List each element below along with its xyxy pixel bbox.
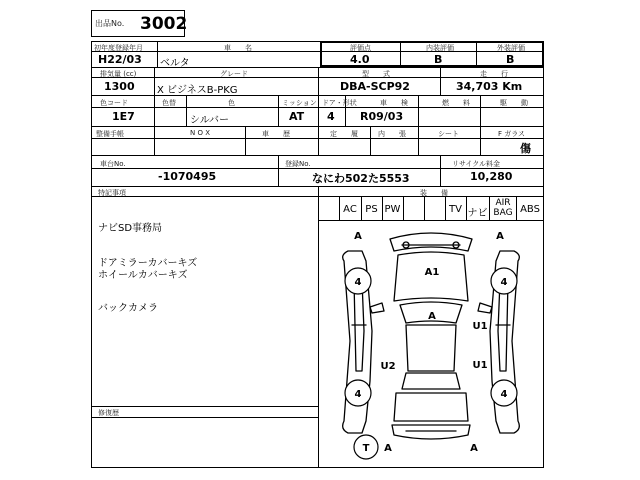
mission-label: ミッション	[282, 99, 317, 107]
cc-value: 1300	[104, 80, 135, 93]
mark-rear-left: A	[384, 443, 392, 454]
fuel-label: 燃 料	[442, 99, 470, 107]
glass-label: F ガラス	[498, 130, 526, 138]
seat-label: シート	[438, 130, 459, 138]
glass-value: 傷	[520, 142, 531, 155]
mark-wheel-fl: 4	[354, 277, 362, 288]
inspection-value: R09/03	[360, 110, 404, 123]
mission-value: AT	[289, 110, 305, 123]
mark-right-front-door: U1	[472, 321, 488, 332]
lot-number: 3002	[140, 14, 188, 34]
exterior-grade-value: B	[506, 53, 515, 66]
manual-label: 整備手帳	[96, 130, 124, 138]
grade-value: X ビジネスB-PKG	[157, 85, 238, 96]
car-damage-diagram	[318, 221, 544, 468]
model-value: ベルタ	[160, 58, 190, 69]
reg-value: H22/03	[98, 53, 142, 66]
door-label: ドア・形状	[322, 99, 357, 107]
mark-wheel-fr: 4	[500, 277, 508, 288]
lot-label: 出品No.	[95, 19, 125, 28]
grade-label: グレード	[220, 70, 248, 78]
equipment-pw: PW	[384, 204, 401, 215]
notes-label: 特記事項	[98, 189, 126, 197]
color-label: 色	[228, 99, 235, 107]
recycle-value: 10,280	[470, 170, 513, 183]
note-line: ドアミラーカバーキズ	[98, 258, 198, 269]
color-value: シルバー	[190, 115, 230, 126]
reg-label: 初年度登録年月	[94, 44, 143, 52]
mark-roof: A	[428, 311, 436, 322]
plate-label: 登録No.	[285, 160, 311, 168]
mark-hood: A1	[424, 267, 440, 278]
mileage-value: 34,703 Km	[456, 80, 523, 93]
repair-label: 修復歴	[98, 409, 119, 417]
mark-left-rear: U2	[380, 361, 396, 372]
note-line: バックカメラ	[98, 303, 158, 314]
mark-rear-right: A	[470, 443, 478, 454]
history-label: 車 歴	[262, 130, 290, 138]
cc-label: 排気量 (cc)	[100, 70, 137, 78]
note-line: ホイールカバーキズ	[98, 270, 188, 281]
mark-front-left: A	[354, 231, 362, 242]
score-value: 4.0	[350, 53, 370, 66]
model-label: 車 名	[224, 44, 252, 52]
type-value: DBA-SCP92	[340, 80, 410, 93]
interior-trim-label: 内 張	[378, 130, 406, 138]
interior-grade-value: B	[434, 53, 443, 66]
recall-label: 定 履	[330, 130, 358, 138]
color-code-value: 1E7	[112, 110, 135, 123]
recycle-label: リサイクル料金	[452, 160, 501, 168]
chassis-label: 車台No.	[100, 160, 126, 168]
exterior-grade-label: 外装評価	[497, 44, 525, 52]
mark-wheel-rr: 4	[500, 389, 508, 400]
equipment-abs: ABS	[520, 204, 540, 215]
mileage-label: 走 行	[480, 70, 508, 78]
lot-number-box	[91, 10, 188, 37]
equipment-navi: ナビ	[467, 208, 488, 219]
color-code-label: 色コード	[100, 99, 128, 107]
equipment-ps: PS	[365, 204, 378, 215]
nox-label: N O X	[190, 129, 210, 137]
chassis-value: -1070495	[158, 170, 217, 183]
interior-grade-label: 内装評価	[426, 44, 454, 52]
mark-tire-badge: T	[362, 443, 370, 454]
inspection-label: 車 検	[380, 99, 408, 107]
score-label: 評価点	[350, 44, 371, 52]
equipment-airbag: AIR BAG	[493, 198, 513, 218]
color-change-label: 色替	[162, 99, 176, 107]
equipment-label: 装 備	[420, 189, 448, 197]
drive-label: 駆 動	[500, 99, 528, 107]
note-line: ナビSD事務局	[98, 223, 163, 234]
mark-right-rear-door: U1	[472, 360, 488, 371]
mark-wheel-rl: 4	[354, 389, 362, 400]
equipment-tv: TV	[449, 204, 462, 215]
plate-value: なにわ502た5553	[312, 172, 410, 185]
type-label: 型 式	[362, 70, 390, 78]
equipment-ac: AC	[343, 204, 357, 215]
door-value: 4	[327, 110, 335, 123]
mark-front-right: A	[496, 231, 504, 242]
